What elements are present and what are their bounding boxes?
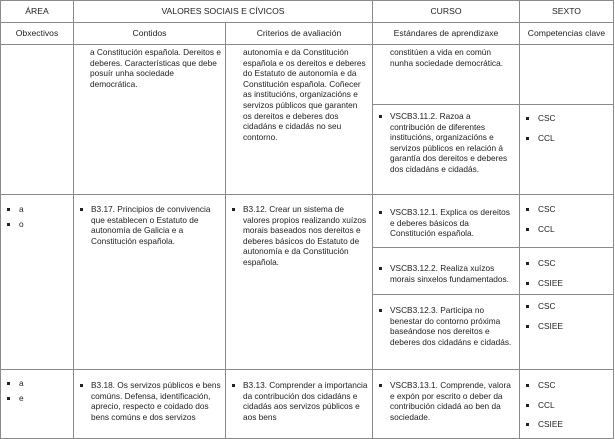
row3-contents-cell (73, 369, 226, 439)
competence-badge: CSC (526, 204, 611, 215)
row2-standard-3-competences-cell (519, 294, 614, 370)
col-criteria-header: Criterios de avaliación (225, 22, 373, 45)
row3-standard-1-competences-cell (519, 369, 614, 439)
row2-contents-cell (73, 194, 226, 370)
row1-criteria-cell (225, 44, 373, 195)
row1-objectives-cell (0, 44, 74, 195)
col-contents-header: Contidos (73, 22, 226, 45)
col-objectives-header: Obxectivos (0, 22, 74, 45)
row3-criteria-text: B3.13. Comprender a importancia da contribución dos cidadáns e cidadás aos servizos públicos e aos bens (232, 380, 369, 422)
objective-item: a (7, 378, 71, 389)
competence-badge: CSIEE (526, 278, 611, 289)
col-competences-header: Competencias clave (519, 22, 614, 45)
area-label: ÁREA (0, 0, 74, 23)
row2-contents-text: B3.17. Principios de convivencia que establecen o Estatuto de autonomía de Galicia e a Constitución española. (80, 204, 222, 246)
competence-badge: CCL (526, 400, 611, 411)
row2-objectives-cell (0, 194, 74, 370)
row2-standard-2-cell (372, 247, 520, 295)
row2-standard-1-text: VSCB3.12.1. Explica os dereitos e deberes básicos da Constitución española. (379, 207, 516, 239)
row2-standard-3-text: VSCB3.12.3. Participa no benestar do contorno próxima baseándose nos dereitos e deberes dos cidadáns e cidadás. (379, 305, 516, 347)
row1-standard-2-competences-cell (519, 104, 614, 195)
row1-standard-2-text: VSCB3.11.2. Razoa a contribución de diferentes institucións, organizacións e servizos públicos en relación á garantía dos dereitos e deberes dos cidadáns e cidadás. (379, 111, 516, 175)
col-standards-header: Estándares de aprendizaxe (372, 22, 520, 45)
row3-standard-1-text: VSCB3.13.1. Comprende, valora e expón por escrito o deber da contribución cidadá ao ben da sociedade. (379, 380, 516, 422)
row1-standard-1-text: constitúen a vida en común nunha sociedade democrática. (390, 47, 504, 68)
row1-standard-1-cell (372, 44, 520, 105)
row2-criteria-cell (225, 194, 373, 370)
row2-standard-3-cell (372, 294, 520, 370)
row3-criteria-cell (225, 369, 373, 439)
competence-badge: CSC (526, 113, 611, 124)
competence-badge: CSIEE (526, 321, 611, 332)
course-value: SEXTO (519, 0, 614, 23)
row2-criteria-text: B3.12. Crear un sistema de valores propios realizando xuízos morais baseados nos dereitos e deberes básicos do Estatuto de autonomía e da Constitución española. (232, 204, 369, 268)
competence-badge: CCL (526, 133, 611, 144)
competence-badge: CSC (526, 258, 611, 269)
row3-objectives-cell (0, 369, 74, 439)
row2-standard-1-cell (372, 194, 520, 248)
row2-standard-2-competences-cell (519, 247, 614, 295)
row1-contents-text: a Constitución española. Dereitos e deberes. Características que debe posuír unha sociedade democrática. (90, 47, 221, 89)
competence-badge: CCL (526, 224, 611, 235)
row2-standard-2-text: VSCB3.12.2. Realiza xuízos morais sinxelos fundamentados. (379, 263, 516, 284)
objective-item: a (7, 204, 71, 215)
competence-badge: CSC (526, 301, 611, 312)
row3-contents-text: B3.18. Os servizos públicos e bens comúns. Defensa, identificación, aprecio, respecto e coidado dos bens comúns e dos servizos (80, 380, 222, 422)
competence-badge: CSIEE (526, 419, 611, 430)
row2-standard-1-competences-cell (519, 194, 614, 248)
row3-standard-1-cell (372, 369, 520, 439)
row1-standard-1-competences-cell (519, 44, 614, 105)
row1-standard-2-cell (372, 104, 520, 195)
area-value: VALORES SOCIAIS E CÍVICOS (73, 0, 373, 23)
row1-criteria-text: autonomía e da Constitución española e os dereitos e deberes do Estatuto de autonomía e da Constitución española. Coñecer as institucións, organizacións e servizos públicos que garanten os dereitos e deberes dos cidadáns e cidadás no seu contorno. (243, 47, 366, 142)
row1-contents-cell (73, 44, 226, 195)
competence-badge: CSC (526, 380, 611, 391)
objective-item: e (7, 393, 71, 404)
course-label: CURSO (372, 0, 520, 23)
objective-item: o (7, 219, 71, 230)
